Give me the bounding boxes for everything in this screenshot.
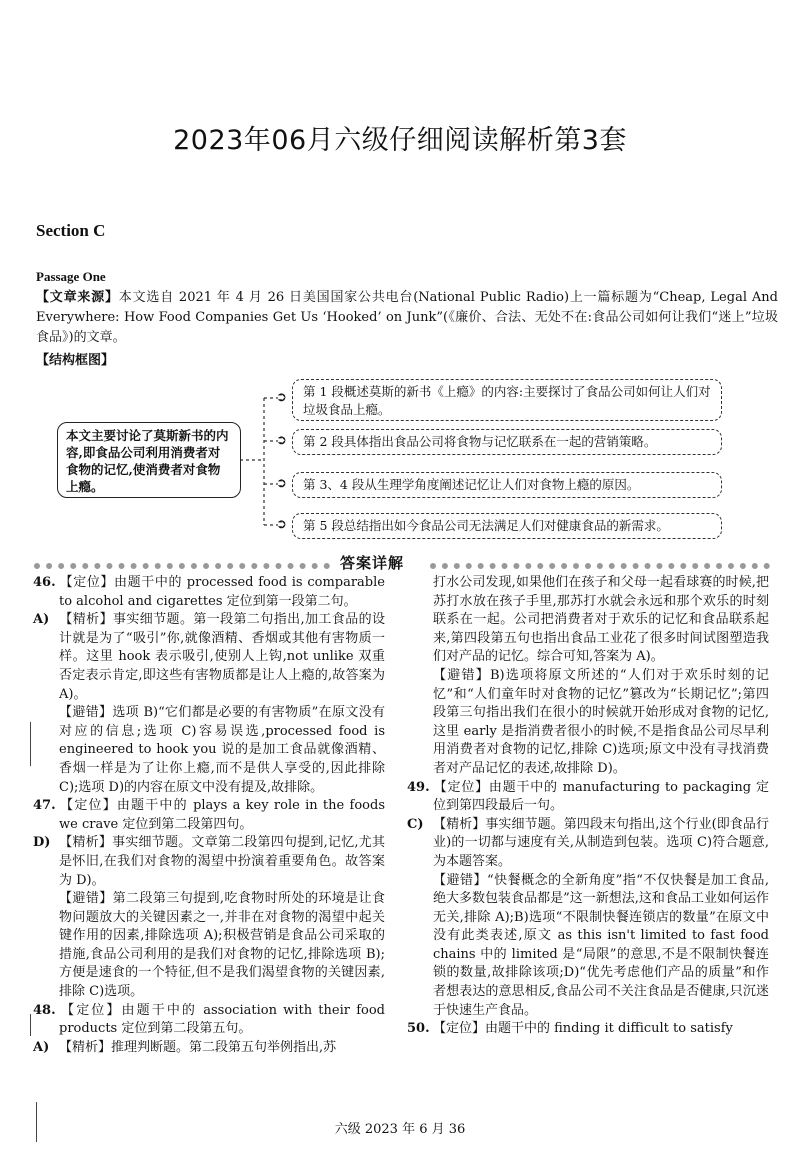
article-source (36, 288, 778, 348)
answer-heading: 答案详解 (340, 554, 405, 572)
framework-branch-3: 第 3、4 段从生理学角度阐述记忆让人们对食物上瘾的原因。 (292, 472, 722, 498)
q48-analysis-cont: 打水公司发现,如果他们在孩子和父母一起看球赛的时候,把苏打水放在孩子手里,那苏打水就会永远和那个欢乐的时刻联系在一起。公司把消费者对于欢乐的记忆和食品联系起来,第四段第五句也指出食品工业花了很多时间试图塑造我们对产品的记忆。综合可知,答案为 A)。 (433, 575, 769, 665)
q49-analysis: C) 【精析】事实细节题。第四段末句指出,这个行业(即食品行业)的一切都与速度有关,从制造到包装。选项 C)符合题意,为本题答案。 (407, 816, 769, 869)
margin-mark (30, 1014, 31, 1036)
answer-column-left (33, 574, 385, 1057)
framework-branch-4: 第 5 段总结指出如今食品公司无法满足人们对健康食品的新需求。 (292, 513, 722, 539)
framework-main-box: 本文主要讨论了莫斯新书的内容,即食品公司利用消费者对食物的记忆,使消费者对食物上瘾。 (57, 422, 241, 498)
source-text: 本文选自 2021 年 4 月 26 日美国国家公共电台(National Public Radio)上一篇标题为“Cheap, Legal And Everywhere: How Food Companies Get Us ‘Hooked’ on Junk”(《廉价、合法、无处不在:食品公司如何让我们“迷上”垃圾食品》)的文章。 (36, 290, 778, 345)
q50-location: 50. 【定位】由题干中的 finding it difficult to satisfy (407, 1021, 733, 1037)
source-label: 【文章来源】 (36, 290, 119, 305)
answer-column-right (407, 574, 769, 1039)
q49-error: 【避错】“快餐概念的全新角度”指“不仅快餐是加工食品,绝大多数包装食品都是”这一新想法,这和食品工业如何运作无关,排除 A);B)选项“不限制快餐连锁店的数量”在原文中没有此类表述,原文 as this isn't limited to fast food chains 中的 limited 是“局限”的意思,不是不限制快餐连锁的数量,故排除该项;D)“优先考虑他们产品的质量”和作者想表达的意思相反,食品公司不关注食品是否健康,只沉迷于快速生产食品。 (433, 872, 769, 1018)
q47-error: 【避错】第二段第三句提到,吃食物时所处的环境是让食物问题放大的关键因素之一,并非在对食物的渴望中起关键作用的因素,排除选项 A);积极营销是食品公司采取的措施,食品公司利用的是我们对食物的记忆,排除选项 B);方便是速食的一个特征,但不是我们渴望食物的关键因素,排除 C)选项。 (59, 891, 385, 1000)
divider-left (34, 563, 330, 569)
q46-error: 【避错】选项 B)“它们都是必要的有害物质”在原文没有对应的信息;选项 C)容易误选,processed food is engineered to hook you 说的是加工食品就像酒精、香烟一样是为了让你上瘾,而不是供人享受的,因此排除 C);选项 D)的内容在原文中没有提及,故排除。 (59, 705, 385, 795)
page-footer: 六级 2023 年 6 月 36 (334, 1122, 466, 1137)
framework-branch-2: 第 2 段具体指出食品公司将食物与记忆联系在一起的营销策略。 (292, 429, 722, 455)
section-heading: Section C (36, 221, 106, 240)
framework-label: 【结构框图】 (36, 353, 115, 368)
q49-location: 49. 【定位】由题干中的 manufacturing to packaging 定位到第四段最后一句。 (407, 779, 769, 814)
passage-heading: Passage One (36, 269, 106, 284)
q46-analysis: A) 【精析】事实细节题。第一段第二句指出,加工食品的设计就是为了“吸引”你,就像酒精、香烟或其他有害物质一样。这里 hook 表示吸引,使别人上钩,not unlike 双重否定表示肯定,即这些有害物质都是让人上瘾的,故答案为 A)。 (33, 612, 385, 702)
q46-location: 46. 【定位】由题干中的 processed food is comparable to alcohol and cigarettes 定位到第一段第二句。 (33, 575, 385, 609)
q48-location: 48. 【定位】由题干中的 association with their food products 定位到第二段第五句。 (33, 1002, 385, 1037)
arrow-circle-icon: ➲ (276, 517, 287, 532)
arrow-circle-icon: ➲ (276, 390, 287, 405)
q47-location: 47. 【定位】由题干中的 plays a key role in the foods we crave 定位到第二段第四句。 (33, 798, 385, 832)
q48-analysis: A) 【精析】推理判断题。第二段第五句举例指出,苏 (33, 1039, 337, 1055)
framework-branch-1: 第 1 段概述莫斯的新书《上瘾》的内容:主要探讨了食品公司如何让人们对垃圾食品上瘾。 (292, 379, 722, 421)
arrow-circle-icon: ➲ (276, 476, 287, 491)
q48-error: 【避错】B)选项将原文所述的“人们对于欢乐时刻的记忆”和“人们童年时对食物的记忆”篡改为“长期记忆”;第四段第三句指出我们在很小的时候就开始形成对食物的记忆,这里 early 是指消费者很小的时候,不是指食品公司尽早利用消费者对食物的记忆,排除 C)选项;原文中没有寻找消费者对产品记忆的表述,故排除 D)。 (433, 667, 769, 776)
q47-analysis: D) 【精析】事实细节题。文章第二段第四句提到,记忆,尤其是怀旧,在我们对食物的渴望中扮演着重要角色。故答案为 D)。 (33, 835, 385, 888)
divider-right (430, 563, 770, 569)
arrow-circle-icon: ➲ (276, 433, 287, 448)
framework-connectors (240, 390, 300, 540)
margin-mark (30, 722, 31, 766)
page-title: 2023年06月六级仔细阅读解析第3套 (173, 125, 627, 156)
